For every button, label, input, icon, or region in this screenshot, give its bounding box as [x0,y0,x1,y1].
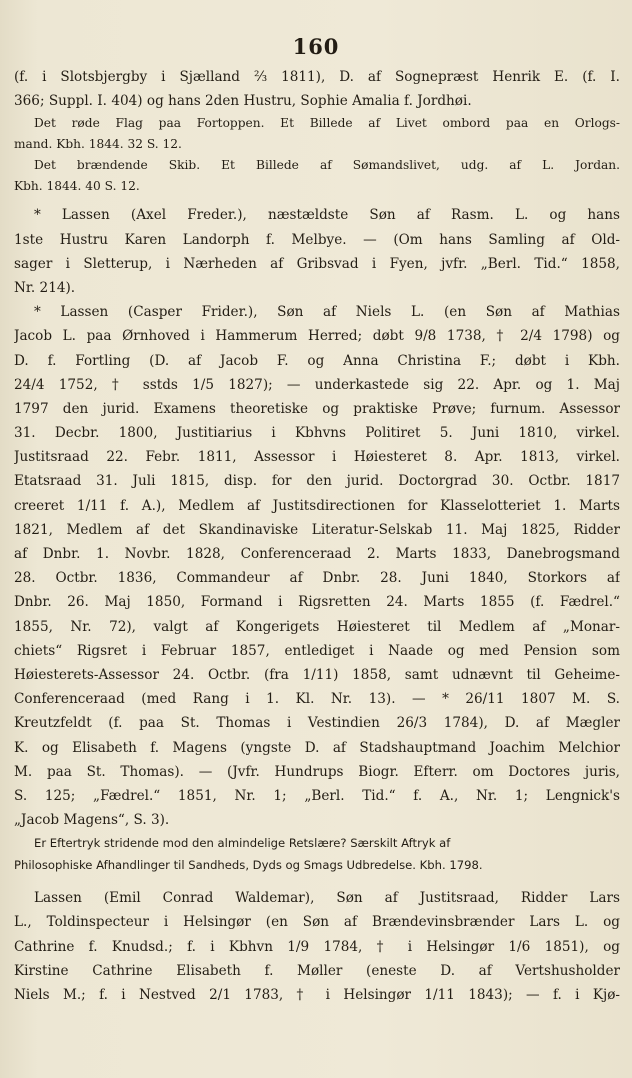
text-line: „Jacob Magens“, S. 3). [14,812,170,829]
text-line: chiets“ Rigsret i Februar 1857, entlediget i Naade og med Pension som [14,642,620,659]
text-line: L., Toldinspecteur i Helsingør (en Søn af Brændevinsbrænder Lars L. og [14,914,620,931]
text-line: * Lassen (Axel Freder.), næstældste Søn af Rasm. L. og hans [34,207,620,224]
text-line: Nr. 214). [14,279,76,296]
text-line: * Lassen (Casper Frider.), Søn af Niels L. (en Søn af Mathias [34,304,620,321]
text-line: 28. Octbr. 1836, Commandeur af Dnbr. 28. Juni 1840, Storkors af [14,570,620,587]
text-line: sager i Sletterup, i Nærheden af Gribsvad i Fyen, jvfr. „Berl. Tid.“ 1858, [14,255,620,272]
page-number: 160 [292,34,340,59]
text-line: Etatsraad 31. Juli 1815, disp. for den jurid. Doctorgrad 30. Octbr. 1817 [14,473,620,490]
text-line: 31. Decbr. 1800, Justitiarius i Kbhvns Politiret 5. Juni 1810, virkel. [14,425,620,442]
text-line: 1797 den jurid. Examens theoretiske og praktiske Prøve; furnum. Assessor [14,400,620,417]
page-body [14,65,620,1007]
text-line: 366; Suppl. I. 404) og hans 2den Hustru, Sophie Amalia f. Jordhøi. [14,93,472,110]
text-line: Dnbr. 26. Maj 1850, Formand i Rigsretten 24. Marts 1855 (f. Fædrel.“ [14,594,620,611]
text-line: Cathrine f. Knudsd.; f. i Kbhvn 1/9 1784, † i Helsingør 1/6 1851), og [14,938,620,955]
text-line: Høiesterets-Assessor 24. Octbr. (fra 1/11) 1858, samt udnævnt til Geheime- [14,666,620,683]
text-line: 1ste Hustru Karen Landorph f. Melbye. — (Om hans Samling af Old- [14,231,620,248]
text-line: Kirstine Cathrine Elisabeth f. Møller (eneste D. af Vertshusholder [14,962,620,979]
text-line: M. paa St. Thomas). — (Jvfr. Hundrups Biogr. Efterr. om Doctores juris, [14,763,620,780]
text-line: S. 125; „Fædrel.“ 1851, Nr. 1; „Berl. Tid.“ f. A., Nr. 1; Lengnick's [14,787,620,804]
text-line: Justitsraad 22. Febr. 1811, Assessor i Høiesteret 8. Apr. 1813, virkel. [14,449,620,466]
text-line: Philosophiske Afhandlinger til Sandheds, Dyds og Smags Udbredelse. Kbh. 1798. [14,858,483,873]
text-line: (f. i Slotsbjergby i Sjælland ⅔ 1811), D. af Sognepræst Henrik E. (f. I. [14,69,620,85]
text-line: D. f. Fortling (D. af Jacob F. og Anna Christina F.; døbt i Kbh. [14,352,620,369]
text-line: creeret 1/11 f. A.), Medlem af Justitsdirectionen for Klasselotteriet 1. Marts [14,497,620,514]
text-line: Jacob L. paa Ørnhoved i Hammerum Herred; døbt 9/8 1738, † 2/4 1798) og [14,328,620,345]
text-line: af Dnbr. 1. Novbr. 1828, Conferenceraad 2. Marts 1833, Danebrogsmand [14,546,620,562]
text-line: Kbh. 1844. 40 S. 12. [14,179,140,194]
text-line: Er Eftertryk stridende mod den almindelige Retslære? Særskilt Aftryk af [34,836,451,851]
text-line: Det røde Flag paa Fortoppen. Et Billede af Livet ombord paa en Orlogs- [34,116,620,131]
text-line: Det brændende Skib. Et Billede af Sømandslivet, udg. af L. Jordan. [34,158,620,173]
text-line: Lassen (Emil Conrad Waldemar), Søn af Justitsraad, Ridder Lars [34,890,620,907]
text-line: Conferenceraad (med Rang i 1. Kl. Nr. 13). — * 26/11 1807 M. S. [14,691,620,708]
spacer [14,876,620,886]
text-line: 24/4 1752, † sstds 1/5 1827); — underkastede sig 22. Apr. og 1. Maj [14,376,620,393]
text-line: 1821, Medlem af det Skandinaviske Literatur-Selskab 11. Maj 1825, Ridder [14,521,620,538]
text-line: Niels M.; f. i Nestved 2/1 1783, † i Helsingør 1/11 1843); — f. i Kjø- [14,987,620,1003]
text-line: K. og Elisabeth f. Magens (yngste D. af Stadshauptmand Joachim Melchior [14,739,620,756]
text-line: Kreutzfeldt (f. paa St. Thomas i Vestindien 26/3 1784), D. af Mægler [14,715,620,732]
text-line: 1855, Nr. 72), valgt af Kongerigets Høiesteret til Medlem af „Monar- [14,618,620,635]
text-line: mand. Kbh. 1844. 32 S. 12. [14,137,182,152]
